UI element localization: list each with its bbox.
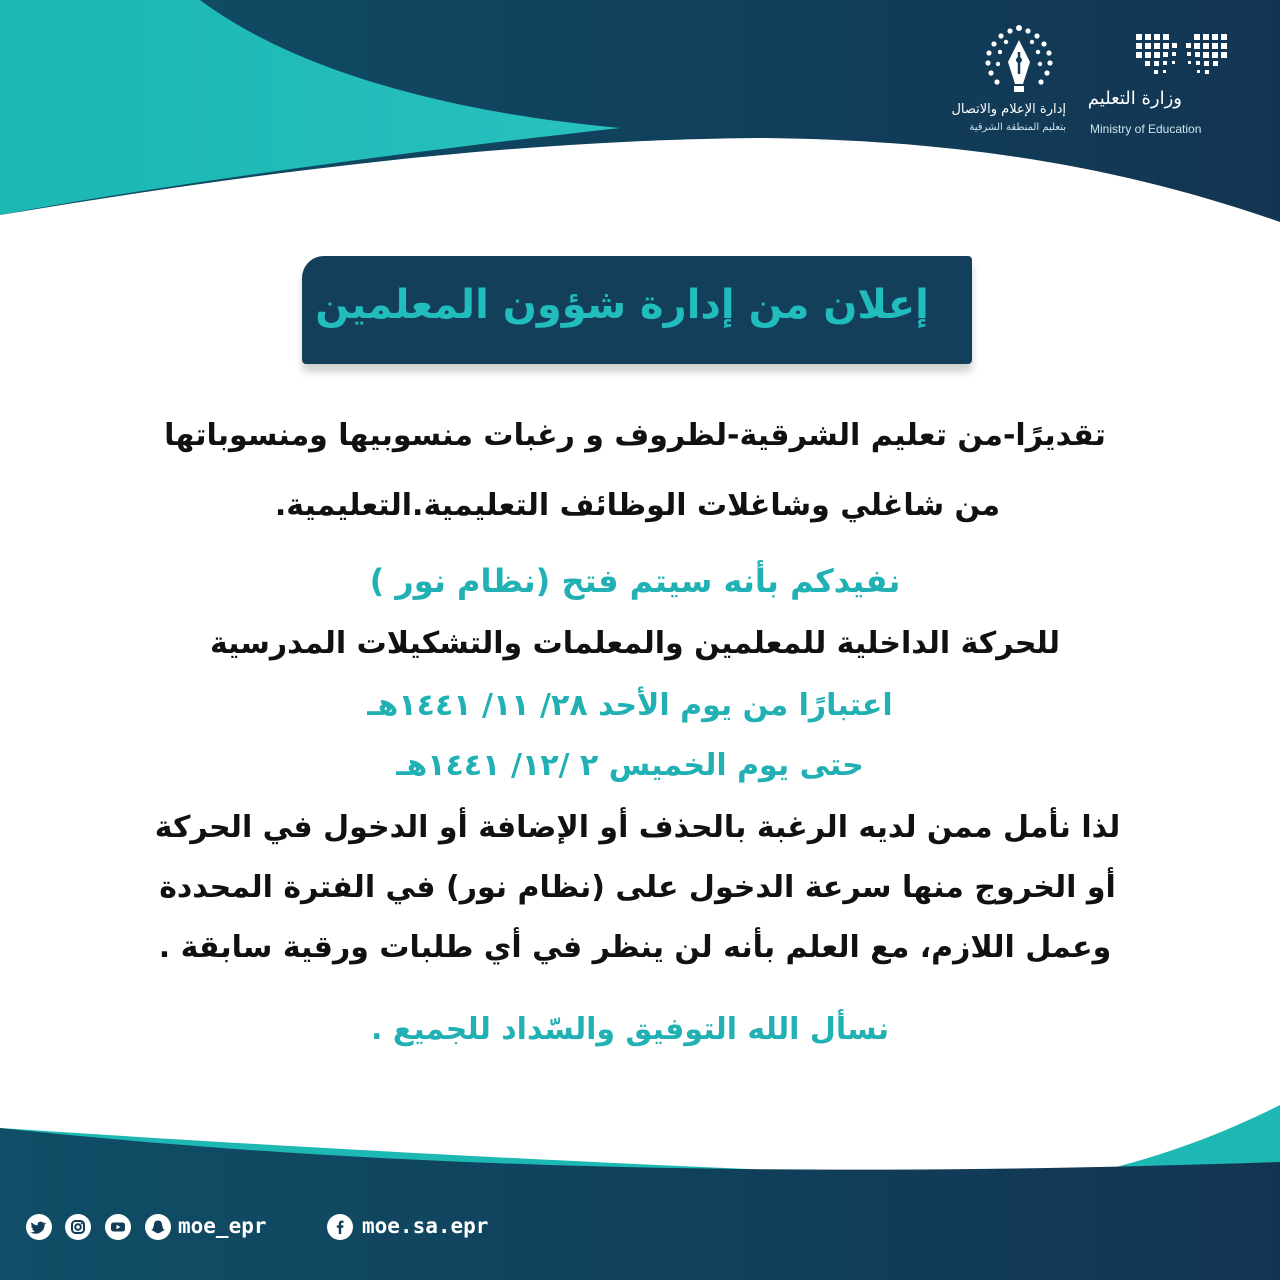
body-line-5: اعتبارًا من يوم الأحد ٢٨/ ١١/ ١٤٤١هـ bbox=[367, 688, 893, 723]
body-line-6: حتى يوم الخميس ٢ /١٢/ ١٤٤١هـ bbox=[396, 748, 864, 783]
moe-logo bbox=[1080, 32, 1240, 142]
announcement-title-box bbox=[302, 256, 972, 364]
closing-line: نسأل الله التوفيق والسّداد للجميع . bbox=[371, 1012, 889, 1047]
social-handle-1[interactable]: moe_epr bbox=[178, 1214, 267, 1238]
body-line-1: تقديرًا-من تعليم الشرقية-لظروف و رغبات منسوبيها ومنسوباتها bbox=[164, 418, 1106, 453]
youtube-icon[interactable] bbox=[105, 1214, 131, 1240]
twitter-icon[interactable] bbox=[26, 1214, 52, 1240]
announcement-title: إعلان من إدارة شؤون المعلمين bbox=[315, 282, 929, 328]
media-logo-line1: إدارة الإعلام والاتصال bbox=[951, 102, 1066, 117]
moe-logo-arabic: وزارة التعليم bbox=[1087, 88, 1182, 109]
body-line-3: نفيدكم بأنه سيتم فتح (نظام نور ) bbox=[369, 562, 901, 600]
snapchat-icon[interactable] bbox=[145, 1214, 171, 1240]
instagram-icon[interactable] bbox=[65, 1214, 91, 1240]
media-logo-line2: بتعليم المنطقة الشرقية bbox=[969, 122, 1066, 133]
pen-star-icon bbox=[980, 22, 1058, 100]
moe-dots-icon bbox=[1134, 32, 1230, 80]
body-line-7: لذا نأمل ممن لديه الرغبة بالحذف أو الإضافة أو الدخول في الحركة bbox=[154, 810, 1121, 845]
body-line-8: أو الخروج منها سرعة الدخول على (نظام نور) في الفترة المحددة bbox=[159, 870, 1116, 905]
facebook-icon[interactable] bbox=[327, 1214, 353, 1240]
social-handle-2[interactable]: moe.sa.epr bbox=[362, 1214, 489, 1238]
body-line-9: وعمل اللازم، مع العلم بأنه لن ينظر في أي طلبات ورقية سابقة . bbox=[158, 930, 1112, 965]
body-line-2: من شاغلي وشاغلات الوظائف التعليمية.التعليمية. bbox=[274, 488, 1001, 523]
media-department-logo bbox=[930, 22, 1070, 142]
moe-logo-english: Ministry of Education bbox=[1090, 122, 1202, 136]
body-line-4: للحركة الداخلية للمعلمين والمعلمات والتشكيلات المدرسية bbox=[209, 626, 1061, 661]
